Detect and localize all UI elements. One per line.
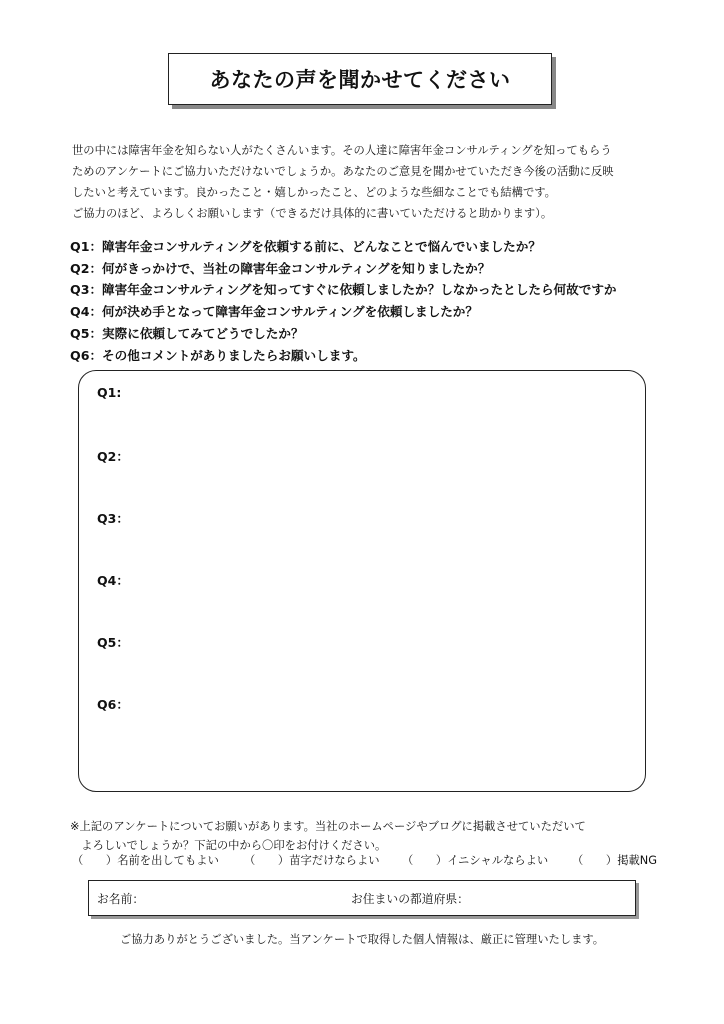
answer-label-q2: Q2： <box>97 449 129 464</box>
note-line: よろしいでしょうか？下記の中から〇印をお付けください。 <box>70 838 387 852</box>
answer-label-q5: Q5： <box>97 635 129 650</box>
choice-initials-only[interactable]: （ ）イニシャルならよい <box>402 854 549 867</box>
question-list <box>70 236 670 366</box>
intro-line: 世の中には障害年金を知らない人がたくさんいます。その人達に障害年金コンサルティングを知ってもらう <box>72 144 612 157</box>
prefecture-field-label[interactable]: お住まいの都道府県： <box>351 892 469 906</box>
page-title: あなたの声を聞かせてください <box>168 53 552 105</box>
choice-no-publication[interactable]: （ ）掲載NG <box>572 854 657 867</box>
intro-line: したいと考えています。良かったこと・嬉しかったこと、どのような些細なことでも結構です。 <box>72 186 556 199</box>
intro-line: ためのアンケートにご協力いただけないでしょうか。あなたのご意見を聞かせていただき今後の活動に反映 <box>72 165 614 178</box>
name-field-label[interactable]: お名前： <box>97 892 145 906</box>
question-item: Q5：実際に依頼してみてどうでしたか？ <box>70 325 304 341</box>
question-item: Q3：障害年金コンサルティングを知ってすぐに依頼しましたか？しなかったとしたら何故ですか <box>70 282 617 298</box>
footer-text: ご協力ありがとうございました。当アンケートで取得した個人情報は、厳正に管理いたします。 <box>119 933 605 946</box>
publication-choices <box>72 852 672 870</box>
answer-label-q3: Q3： <box>97 511 129 526</box>
note-line: ※上記のアンケートについてお願いがあります。当社のホームページやブログに掲載させていただいて <box>70 820 586 833</box>
choice-full-name[interactable]: （ ）名前を出してもよい <box>72 854 219 867</box>
respondent-info-box <box>88 880 636 916</box>
publication-note <box>70 818 690 855</box>
answer-label-q4: Q4： <box>97 573 129 588</box>
answer-label-q6: Q6： <box>97 697 129 712</box>
answer-box[interactable] <box>78 370 646 792</box>
intro-line: ご協力のほど、よろしくお願いします（できるだけ具体的に書いていただけると助かります）。 <box>72 207 553 220</box>
question-item: Q4：何が決め手となって障害年金コンサルティングを依頼しましたか？ <box>70 304 478 320</box>
question-item: Q2：何がきっかけで、当社の障害年金コンサルティングを知りましたか？ <box>70 260 491 276</box>
intro-text <box>72 140 662 224</box>
choice-surname-only[interactable]: （ ）苗字だけならよい <box>244 854 380 867</box>
question-item: Q6：その他コメントがありましたらお願いします。 <box>70 347 366 363</box>
question-item: Q1：障害年金コンサルティングを依頼する前に、どんなことで悩んでいましたか？ <box>70 239 541 254</box>
answer-label-q1: Q1: <box>97 385 122 400</box>
